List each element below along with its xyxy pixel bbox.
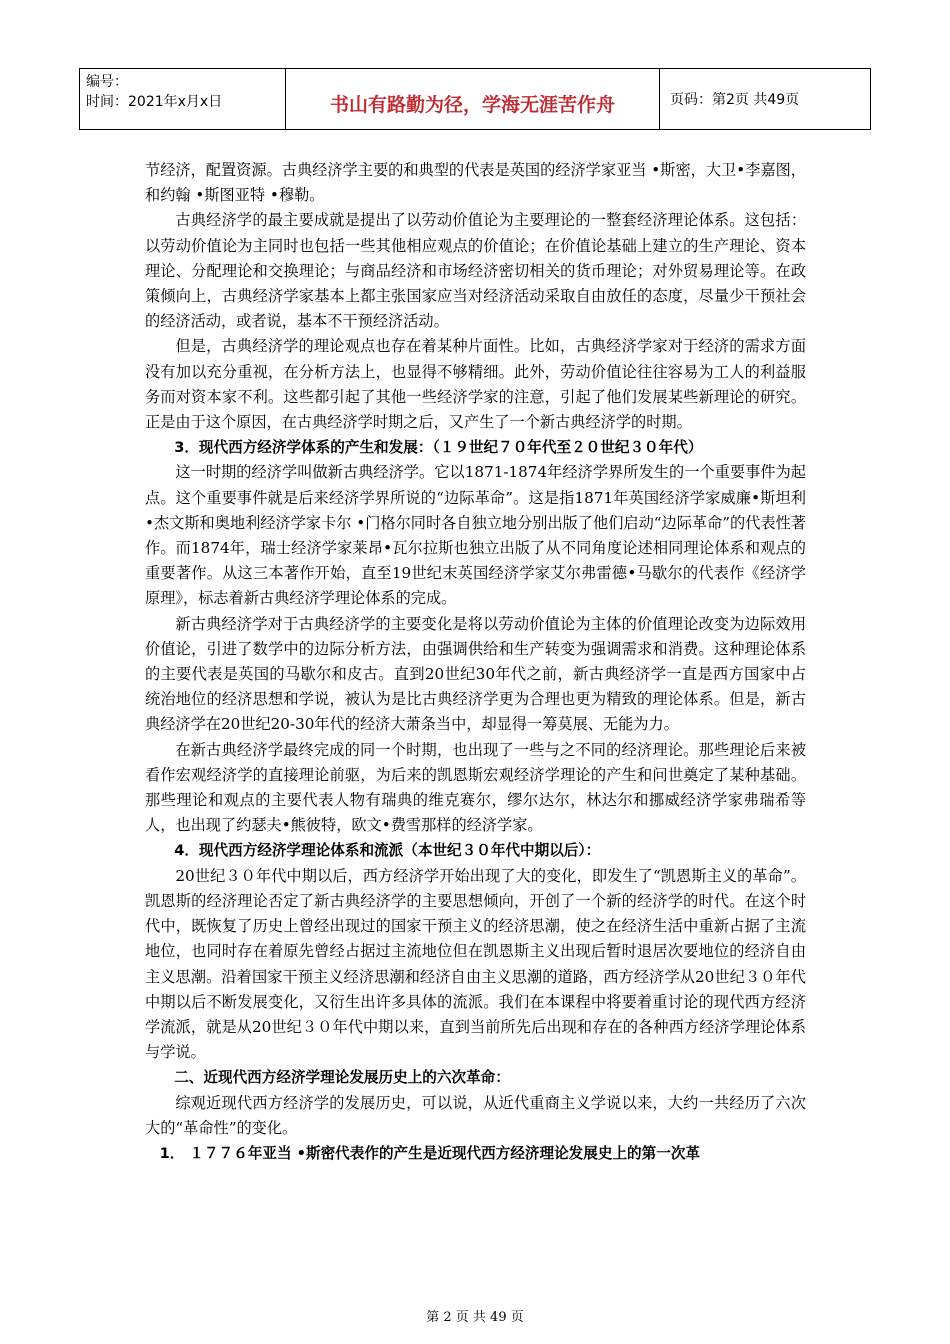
body-paragraph: 这一时期的经济学叫做新古典经济学。它以1871-1874年经济学界所发生的一个重要事件为起点。这个重要事件就是后来经济学界所说的“边际革命”。这是指1871年英国经济学家威廉•斯坦利 •杰文斯和奥地利经济学家卡尔 •门格尔同时各自独立地分别出版了他们启动“边际革命”的代表性著作。而1874年，瑞士经济学家莱昂•瓦尔拉斯也独立出版了从不同角度论述相同理论体系和观点的重要著作。从这三本著作开始，直至19世纪末英国经济学家艾尔弗雷德•马歇尔的代表作《经济学原理》，标志着新古典经济学理论体系的完成。 [145, 463, 806, 608]
body-paragraph: 在新古典经济学最终完成的同一个时期，也出现了一些与之不同的经济理论。那些理论后来被看作宏观经济学的直接理论前驱，为后来的凯恩斯宏观经济学理论的产生和问世奠定了某种基础。那些理论和观点的主要代表人物有瑞典的维克赛尔，缪尔达尔，林达尔和挪威经济学家弗瑞希等人，也出现了约瑟夫•熊彼特，欧文•费雪那样的经济学家。 [145, 740, 806, 835]
document-number-label: 编号： [86, 74, 128, 90]
document-date: 时间：2021年x月x日 [86, 94, 223, 110]
section-heading: 1． １７７６年亚当 •斯密代表作的产生是近现代西方经济理论发展史上的第一次革 [159, 1144, 701, 1162]
body-paragraph: 20世纪３０年代中期以后，西方经济学开始出现了大的变化，即发生了“凯恩斯主义的革命”。凯恩斯的经济理论否定了新古典经济学的主要思想倾向，开创了一个新的经济学的时代。在这个时代中，既恢复了历史上曾经出现过的国家干预主义的经济思潮，使之在经济生活中重新占据了主流地位，也同时存在着原先曾经占据过主流地位但在凯恩斯主义出现后暂时退居次要地位的经济自由主义思潮。沿着国家干预主义经济思潮和经济自由主义思潮的道路，西方经济学从20世纪３０年代中期以后不断发展变化，又衍生出许多具体的流派。我们在本课程中将要着重讨论的现代西方经济学流派，就是从20世纪３０年代中期以来，直到当前所先后出现和存在的各种西方经济学理论体系与学说。 [145, 866, 806, 1062]
header-meta [80, 69, 286, 129]
body-paragraph: 但是，古典经济学的理论观点也存在着某种片面性。比如，古典经济学家对于经济的需求方面没有加以充分重视，在分析方法上，也显得不够精细。此外，劳动价值论往往容易为工人的利益服务而对资本家不利。这些都引起了其他一些经济学家的注意，引起了他们发展某些新理论的研究。正是由于这个原因，在古典经济学时期之后，又产生了一个新古典经济学的时期。 [145, 337, 806, 432]
section-heading: 3．现代西方经济学体系的产生和发展：（１９世纪７０年代至２０世纪３０年代） [174, 439, 703, 457]
header-page-info: 页码：第2页 共49页 [670, 92, 800, 108]
body-paragraph: 节经济，配置资源。古典经济学主要的和典型的代表是英国的经济学家亚当 •斯密，大卫•李嘉图，和约翰 •斯图亚特 •穆勒。 [145, 161, 806, 205]
page-footer: 第 2 页 共 49 页 [426, 1310, 524, 1325]
section-heading: 4．现代西方经济学理论体系和流派（本世纪３０年代中期以后）： [174, 842, 601, 860]
body-paragraph: 综观近现代西方经济学的发展历史，可以说，从近代重商主义学说以来，大约一共经历了六次大的“革命性”的变化。 [145, 1093, 806, 1137]
body-paragraph: 古典经济学的最主要成就是提出了以劳动价值论为主要理论的一整套经济理论体系。这包括：以劳动价值论为主同时也包括一些其他相应观点的价值论；在价值论基础上建立的生产理论、资本理论、分配理论和交换理论；与商品经济和市场经济密切相关的货币理论；对外贸易理论等。在政策倾向上，古典经济学家基本上都主张国家应当对经济活动采取自由放任的态度，尽量少干预社会的经济活动，或者说，基本不干预经济活动。 [145, 211, 806, 331]
document-body [145, 158, 806, 1166]
header-motto: 书山有路勤为径，学海无涯苦作舟 [286, 69, 660, 129]
page-header [79, 68, 871, 130]
section-heading: 二、近现代西方经济学理论发展历史上的六次革命： [174, 1069, 510, 1087]
body-paragraph: 新古典经济学对于古典经济学的主要变化是将以劳动价值论为主体的价值理论改变为边际效用价值论，引进了数学中的边际分析方法，由强调供给和生产转变为强调需求和消费。这种理论体系的主要代表是英国的马歇尔和皮古。直到20世纪30年代之前，新古典经济学一直是西方国家中占统治地位的经济思想和学说，被认为是比古典经济学更为合理也更为精致的理论体系。但是，新古典经济学在20世纪20-30年代的经济大萧条当中，却显得一筹莫展、无能为力。 [145, 614, 806, 734]
